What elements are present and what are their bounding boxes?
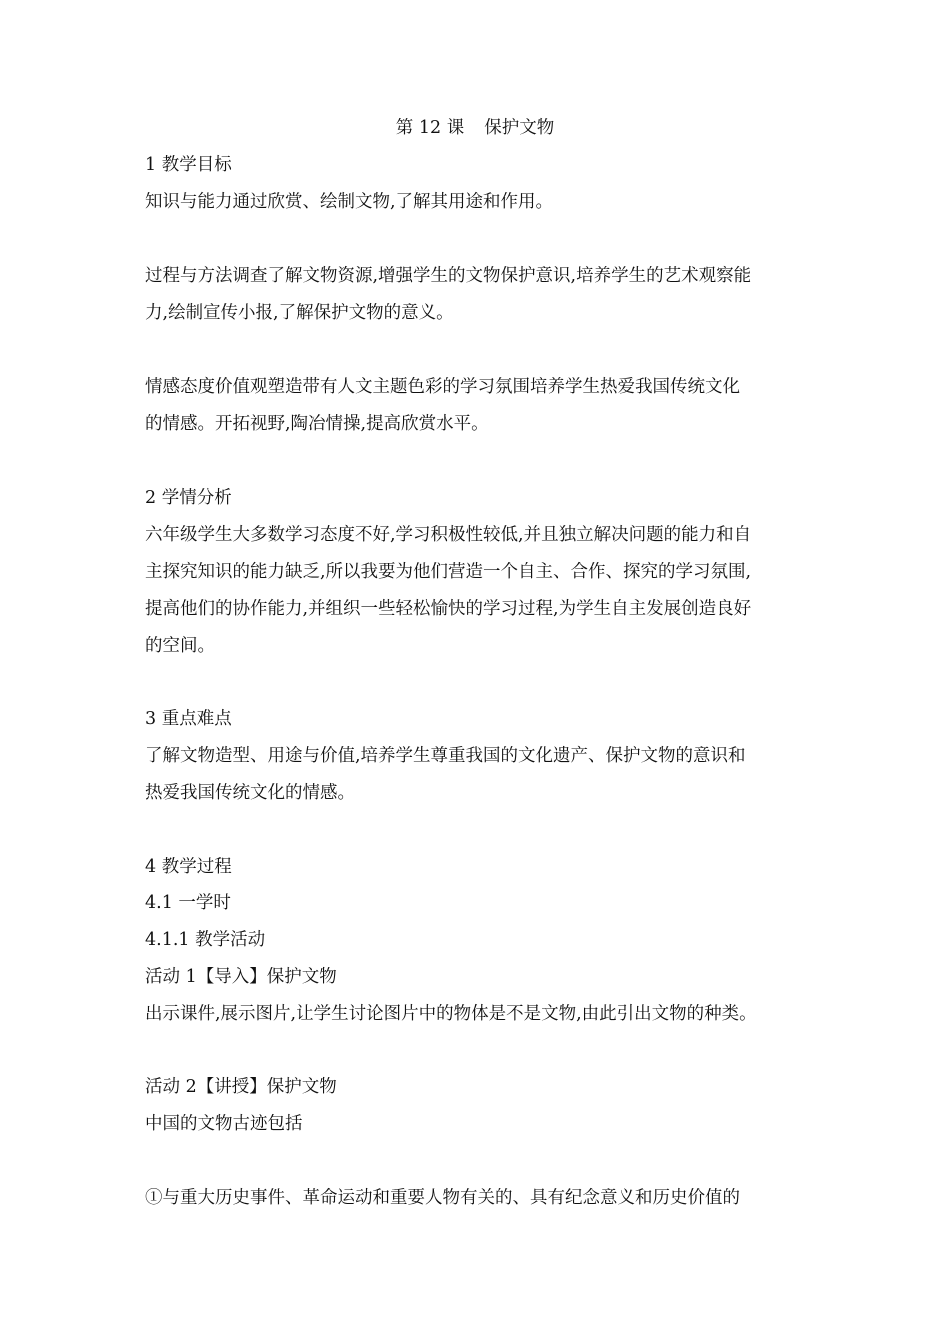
section-heading-analysis: 2 学情分析 [145,488,232,508]
activity-1-text: 出示课件,展示图片,让学生讨论图片中的物体是不是文物,由此引出文物的种类。 [145,1004,757,1024]
paragraph-analysis-line-3: 提高他们的协作能力,并组织一些轻松愉快的学习过程,为学生自主发展创造良好 [145,599,752,619]
subsection-heading-activities: 4.1.1 教学活动 [145,930,266,950]
paragraph-knowledge: 知识与能力通过欣赏、绘制文物,了解其用途和作用。 [145,192,554,212]
paragraph-analysis-line-2: 主探究知识的能力缺乏,所以我要为他们营造一个自主、合作、探究的学习氛围, [145,562,752,582]
activity-2-text: 中国的文物古迹包括 [145,1114,303,1134]
paragraph-emotion-line-1: 情感态度价值观塑造带有人文主题色彩的学习氛围培养学生热爱我国传统文化 [145,377,740,397]
activity-2-heading: 活动 2【讲授】保护文物 [145,1077,337,1097]
list-item-1: ①与重大历史事件、革命运动和重要人物有关的、具有纪念意义和历史价值的 [145,1188,740,1208]
paragraph-process-line-1: 过程与方法调查了解文物资源,增强学生的文物保护意识,培养学生的艺术观察能 [145,266,752,286]
subsection-heading-period: 4.1 一学时 [145,893,231,913]
activity-1-heading: 活动 1【导入】保护文物 [145,967,337,987]
paragraph-key-points-line-1: 了解文物造型、用途与价值,培养学生尊重我国的文化遗产、保护文物的意识和 [145,746,746,766]
lesson-name: 保护文物 [484,118,555,138]
lesson-number: 第 12 课 [395,118,465,138]
paragraph-key-points-line-2: 热爱我国传统文化的情感。 [145,783,355,803]
paragraph-analysis-line-1: 六年级学生大多数学习态度不好,学习积极性较低,并且独立解决问题的能力和自 [145,525,752,545]
paragraph-analysis-line-4: 的空间。 [145,636,215,656]
paragraph-process-line-2: 力,绘制宣传小报,了解保护文物的意义。 [145,303,454,323]
lesson-title [0,117,950,139]
section-heading-objectives: 1 教学目标 [145,155,232,175]
section-heading-process: 4 教学过程 [145,857,232,877]
paragraph-emotion-line-2: 的情感。开拓视野,陶冶情操,提高欣赏水平。 [145,414,489,434]
section-heading-key-points: 3 重点难点 [145,709,232,729]
